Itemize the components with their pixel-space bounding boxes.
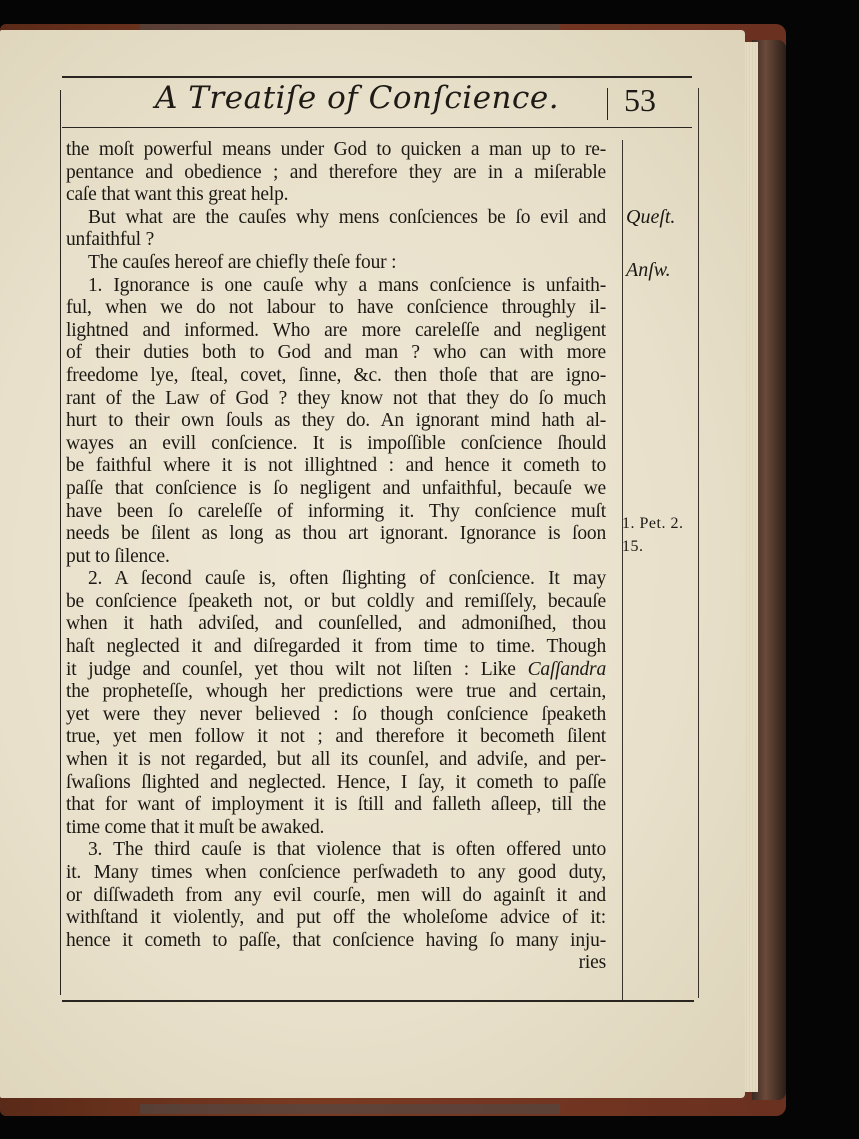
page-number: 53 (624, 82, 656, 118)
text-line: when it hath adviſed, and counſelled, and admoniſhed, thou (66, 613, 606, 635)
cover-band-bottom (140, 1104, 560, 1114)
text-line: paſſe that conſcience is ſo negligent and unfaithful, becauſe we (66, 477, 606, 499)
text-line: rant of the Law of God ? they know not that they do ſo much (66, 387, 606, 409)
text-line: pentance and obedience ; and therefore they are in a miſerable (66, 161, 606, 183)
text-line: haſt neglected it and diſregarded it from time to time. Though (66, 636, 606, 658)
text-line: withſtand it violently, and put off the wholeſome advice of it: (66, 907, 606, 929)
text-line: put to ſilence. (66, 545, 170, 567)
margin-note-reference-cont: 15. (622, 538, 644, 555)
text-line: the propheteſſe, whough her predictions were true and certain, (66, 681, 606, 703)
text-line: ſwaſions ſlighted and neglected. Hence, I ſay, it cometh to paſſe (66, 771, 606, 793)
margin-note-question: Queſt. (626, 206, 676, 228)
text-line: it judge and counſel, yet thou wilt not liſten : Like Caſſandra (66, 658, 606, 680)
margin-divider-rule (622, 140, 623, 1000)
top-rule (62, 76, 692, 78)
text-line: the moſt powerful means under God to quicken a man up to re- (66, 139, 606, 160)
text-line: hence it cometh to paſſe, that conſcience having ſo many inju- (66, 929, 606, 951)
text-line: that for want of imployment it is ſtill and falleth aſleep, till the (66, 794, 606, 816)
text-line: unfaithful ? (66, 229, 155, 251)
text-line: The cauſes hereof are chiefly theſe four : (88, 251, 397, 273)
text-line: or diſſwadeth from any evil courſe, men will do againſt it and (66, 884, 606, 906)
text-line: But what are the cauſes why mens conſciences be ſo evil and (88, 206, 606, 228)
text-line: have been ſo careleſſe of informing it. Thy conſcience muſt (66, 500, 606, 522)
text-line: ful, when we do not labour to have conſcience throughly il- (66, 297, 606, 319)
text-line: be conſcience ſpeaketh not, or but coldly and remiſſely, becauſe (66, 590, 606, 612)
text-line: freedome lye, ſteal, covet, ſinne, &c. then thoſe that are igno- (66, 364, 606, 386)
text-line: wayes an evill conſcience. It is impoſſible conſcience ſhould (66, 432, 606, 454)
left-border-rule (60, 90, 61, 995)
page-number-divider (607, 88, 608, 120)
text-line: ries (578, 952, 606, 974)
right-border-rule (698, 88, 699, 998)
body-text (66, 139, 606, 975)
header-rule (62, 127, 692, 128)
text-line: caſe that want this great help. (66, 184, 289, 206)
text-line: yet were they never believed : ſo though conſcience ſpeaketh (66, 703, 606, 725)
text-line: true, yet men follow it not ; and therefore it becometh ſilent (66, 726, 606, 748)
italic-name: Caſſandra (527, 658, 606, 680)
text-line: needs be ſilent as long as thou art ignorant. Ignorance is ſoon (66, 523, 606, 545)
text-line: it. Many times when conſcience perſwadeth to any good duty, (66, 862, 606, 883)
text-line: hurt to their own ſouls as they do. An ignorant mind hath al- (66, 410, 606, 432)
text-line: time come that it muſt be awaked. (66, 816, 325, 838)
running-title: A Treatiſe of Conſcience. (155, 80, 560, 116)
text-line: 1. Ignorance is one cauſe why a mans conſcience is unfaith- (88, 274, 606, 296)
text-line: be faithful where it is not illightned : and hence it cometh to (66, 455, 606, 477)
margin-note-reference: 1. Pet. 2. (622, 515, 684, 532)
margin-note-answer: Anſw. (626, 259, 671, 281)
text-line: 3. The third cauſe is that violence that is often offered unto (88, 839, 606, 861)
text-line: 2. A ſecond cauſe is, often ſlighting of conſcience. It may (88, 568, 606, 590)
text-line: when it is not regarded, but all its counſel, and adviſe, and per- (66, 749, 606, 771)
text-line: lightned and informed. Who are more careleſſe and negligent (66, 319, 606, 341)
text-line: of their duties both to God and man ? who can with more (66, 342, 606, 364)
bottom-rule (62, 1000, 694, 1002)
